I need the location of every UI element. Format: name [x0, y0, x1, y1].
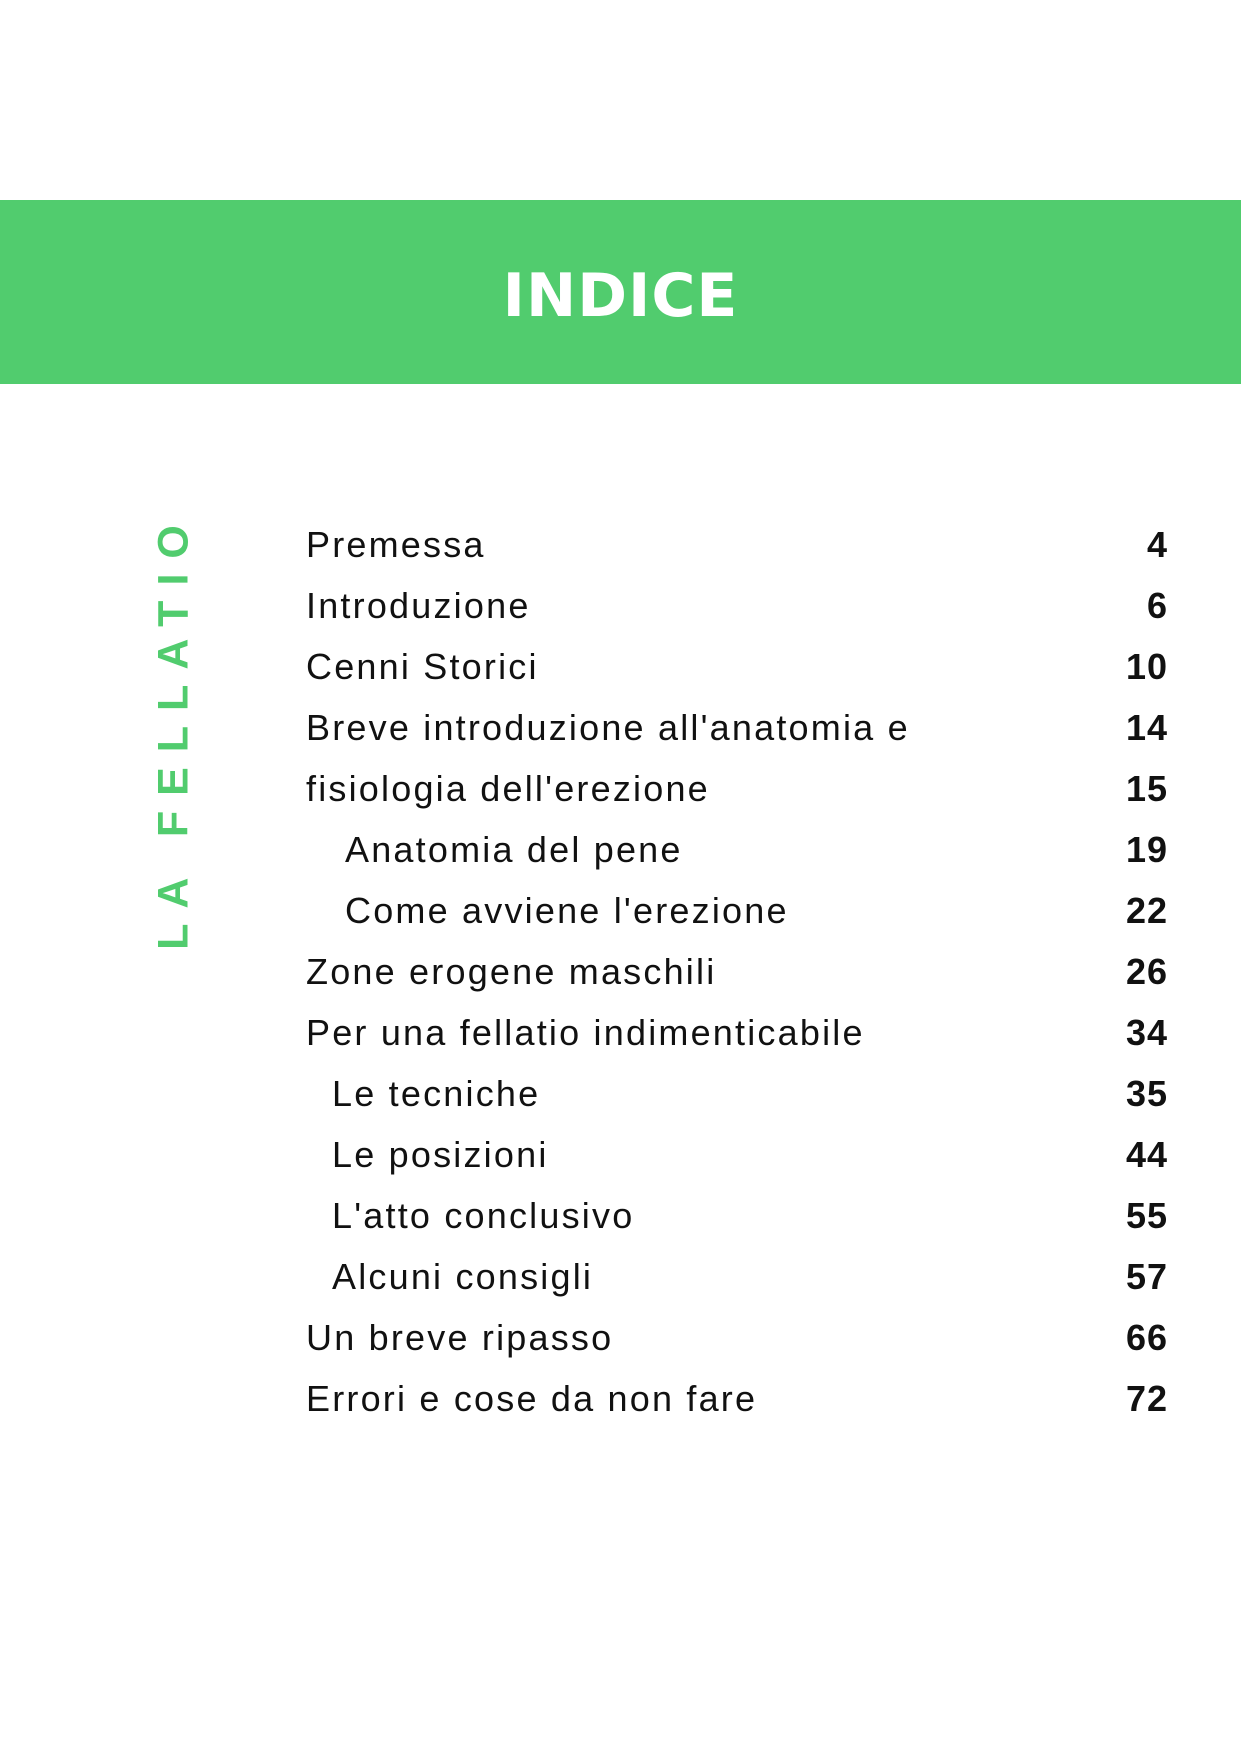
header-banner	[0, 200, 1241, 384]
toc-entry-page: 66	[1125, 1317, 1168, 1358]
toc-entry-title: Alcuni consigli	[332, 1256, 594, 1297]
toc-entry-page: 34	[1125, 1012, 1168, 1053]
toc-entry[interactable]	[306, 575, 1168, 636]
table-of-contents	[306, 514, 1168, 1429]
toc-entry-page: 14	[1125, 707, 1168, 748]
toc-entry-title: Breve introduzione all'anatomia e	[306, 707, 910, 748]
toc-entry-title: L'atto conclusivo	[332, 1195, 635, 1236]
toc-entry[interactable]	[306, 1002, 1168, 1063]
toc-entry[interactable]	[306, 697, 1168, 758]
toc-entry-page: 26	[1125, 951, 1168, 992]
toc-entry[interactable]	[306, 1307, 1168, 1368]
toc-entry-page: 19	[1125, 829, 1168, 870]
toc-entry-page: 55	[1125, 1195, 1168, 1236]
toc-entry[interactable]	[306, 1368, 1168, 1429]
toc-subentry[interactable]	[306, 1246, 1168, 1307]
toc-entry-title: fisiologia dell'erezione	[306, 768, 710, 809]
toc-entry-title: Cenni Storici	[306, 646, 539, 687]
toc-entry-page: 72	[1125, 1378, 1168, 1419]
toc-entry-title: Premessa	[306, 524, 486, 565]
toc-entry-title: Introduzione	[306, 585, 531, 626]
toc-entry[interactable]	[306, 514, 1168, 575]
toc-subentry[interactable]	[306, 880, 1168, 941]
toc-entry-title: Come avviene l'erezione	[345, 890, 789, 931]
toc-entry-page: 35	[1125, 1073, 1168, 1114]
toc-entry-page: 57	[1125, 1256, 1168, 1297]
toc-entry-page: 44	[1125, 1134, 1168, 1175]
toc-subentry[interactable]	[306, 819, 1168, 880]
toc-subentry[interactable]	[306, 1124, 1168, 1185]
toc-entry-page: 6	[1146, 585, 1168, 626]
toc-entry-title: Zone erogene maschili	[306, 951, 717, 992]
toc-subentry[interactable]	[306, 1185, 1168, 1246]
toc-entry-page: 22	[1125, 890, 1168, 931]
toc-entry[interactable]	[306, 758, 1168, 819]
toc-entry-title: Anatomia del pene	[345, 829, 683, 870]
toc-entry-title: Le tecniche	[332, 1073, 541, 1114]
toc-entry-page: 10	[1125, 646, 1168, 687]
toc-entry-title: Un breve ripasso	[306, 1317, 614, 1358]
page-title: INDICE	[502, 261, 739, 331]
side-label: LA FELLATIO	[149, 510, 198, 950]
toc-entry-title: Per una fellatio indimenticabile	[306, 1012, 865, 1053]
toc-entry-title: Errori e cose da non fare	[306, 1378, 758, 1419]
toc-entry-page: 15	[1125, 768, 1168, 809]
toc-entry[interactable]	[306, 941, 1168, 1002]
toc-entry[interactable]	[306, 636, 1168, 697]
toc-entry-page: 4	[1146, 524, 1168, 565]
toc-subentry[interactable]	[306, 1063, 1168, 1124]
toc-entry-title: Le posizioni	[332, 1134, 549, 1175]
